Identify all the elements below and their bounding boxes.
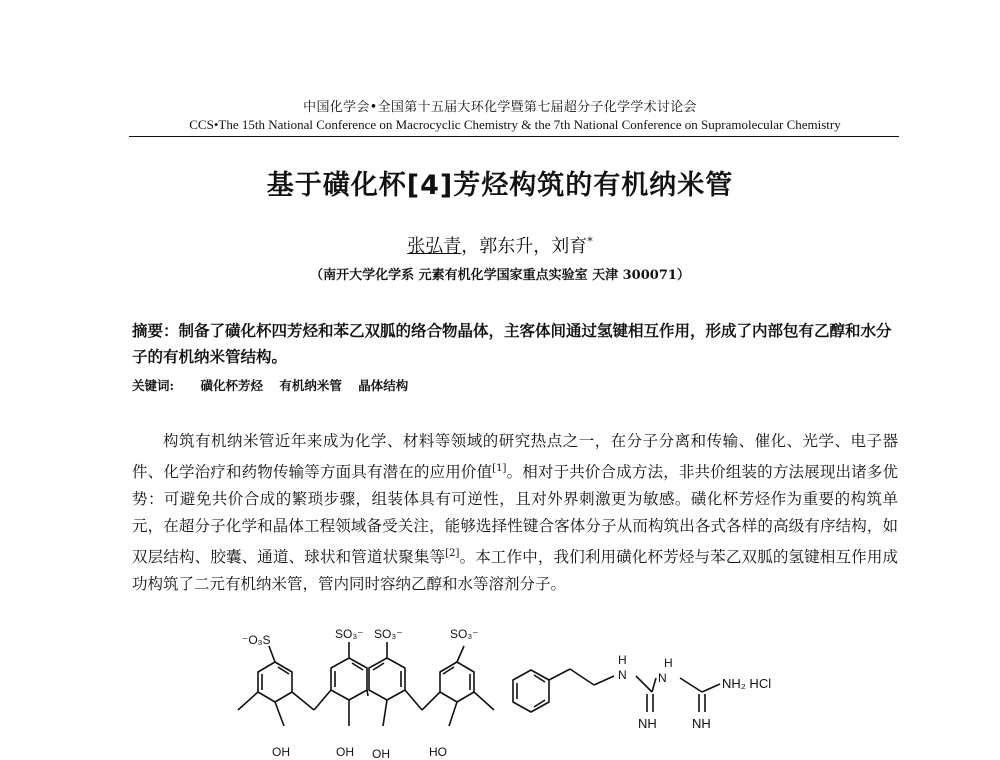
header-rule (129, 136, 899, 137)
nitrogen-h-label: H (618, 653, 627, 667)
calixarene-structure (238, 642, 494, 726)
abstract (132, 318, 898, 370)
paper-title: 基于磺化杯[4]芳烃构筑的有机纳米管 (266, 170, 734, 201)
body-text-part1: 构筑有机纳米管近年来成为化学、材料等领域的研究热点之一，在分子分离和传输、催化、光学、电子器件、化学治疗和药物传输等方面具有潜在的应用价值 (132, 432, 898, 482)
keyword: 晶体结构 (358, 378, 409, 393)
nitrogen-h-label: H (664, 656, 673, 670)
author-line (0, 232, 1000, 258)
body-text-part3: 。本工作中，我们利用磺化杯芳烃与苯乙双胍的氢键相互作用成功构筑了二元有机纳米管，管内同时容纳乙醇和水等溶剂分子。 (132, 548, 898, 594)
nitrogen-label: N (618, 668, 627, 682)
nitrogen-label: N (658, 671, 667, 685)
imine-label: NH (692, 716, 711, 731)
citation-2: [2] (445, 548, 460, 560)
hydroxyl-label: OH (336, 745, 354, 759)
phenformin-structure (513, 669, 720, 712)
keywords (132, 376, 898, 394)
imine-label: NH (638, 716, 657, 731)
abstract-label: 摘要： (132, 321, 179, 340)
conference-header-en: CCS•The 15th National Conference on Macrocyclic Chemistry & the 7th National Conference on Supramolecular Chemistry (189, 117, 841, 132)
structure-drawing (232, 622, 792, 760)
chemical-structures-figure (232, 622, 792, 760)
affiliation: （南开大学化学系 元素有机化学国家重点实验室 天津 300071） (310, 268, 690, 283)
amine-hcl-label: NH₂ HCl (722, 676, 772, 691)
sulfonate-label: SO₃⁻ (374, 627, 403, 641)
sulfonate-label: ⁻O₃S (242, 633, 271, 647)
hydroxyl-label: OH (372, 747, 390, 760)
abstract-text: 制备了磺化杯四芳烃和苯乙双胍的络合物晶体，主客体间通过氢键相互作用，形成了内部包有乙醇和水分子的有机纳米管结构。 (132, 321, 892, 366)
body-paragraph (132, 428, 898, 598)
corresponding-mark: * (587, 235, 593, 248)
hydroxyl-label: HO (429, 745, 447, 759)
keyword: 磺化杯芳烃 (200, 378, 263, 393)
sulfonate-label: SO₃⁻ (450, 627, 479, 641)
keywords-label: 关键词: (132, 378, 175, 393)
citation-1: [1] (492, 463, 507, 474)
conference-header-cn: 中国化学会•全国第十五届大环化学暨第七届超分子化学学术讨论会 (303, 100, 697, 115)
hydroxyl-label: OH (272, 745, 290, 759)
other-authors: ，郭东升，刘育 (461, 236, 588, 257)
body-text-part2: 。相对于共价合成方法，非共价组装的方法展现出诸多优势：可避免共价合成的繁琐步骤，组装体具有可逆性，且对外界刺激更为敏感。磺化杯芳烃作为重要的构筑单元，在超分子化学和晶体工程领域备受关注，能够选择性键合客体分子从而构筑出各式各样的高级有序结构，如双层结构、胶囊、通道、球状和管道状聚集等 (132, 463, 898, 567)
keyword: 有机纳米管 (279, 378, 342, 393)
first-author: 张弘青 (407, 236, 462, 257)
sulfonate-label: SO₃⁻ (335, 627, 364, 641)
